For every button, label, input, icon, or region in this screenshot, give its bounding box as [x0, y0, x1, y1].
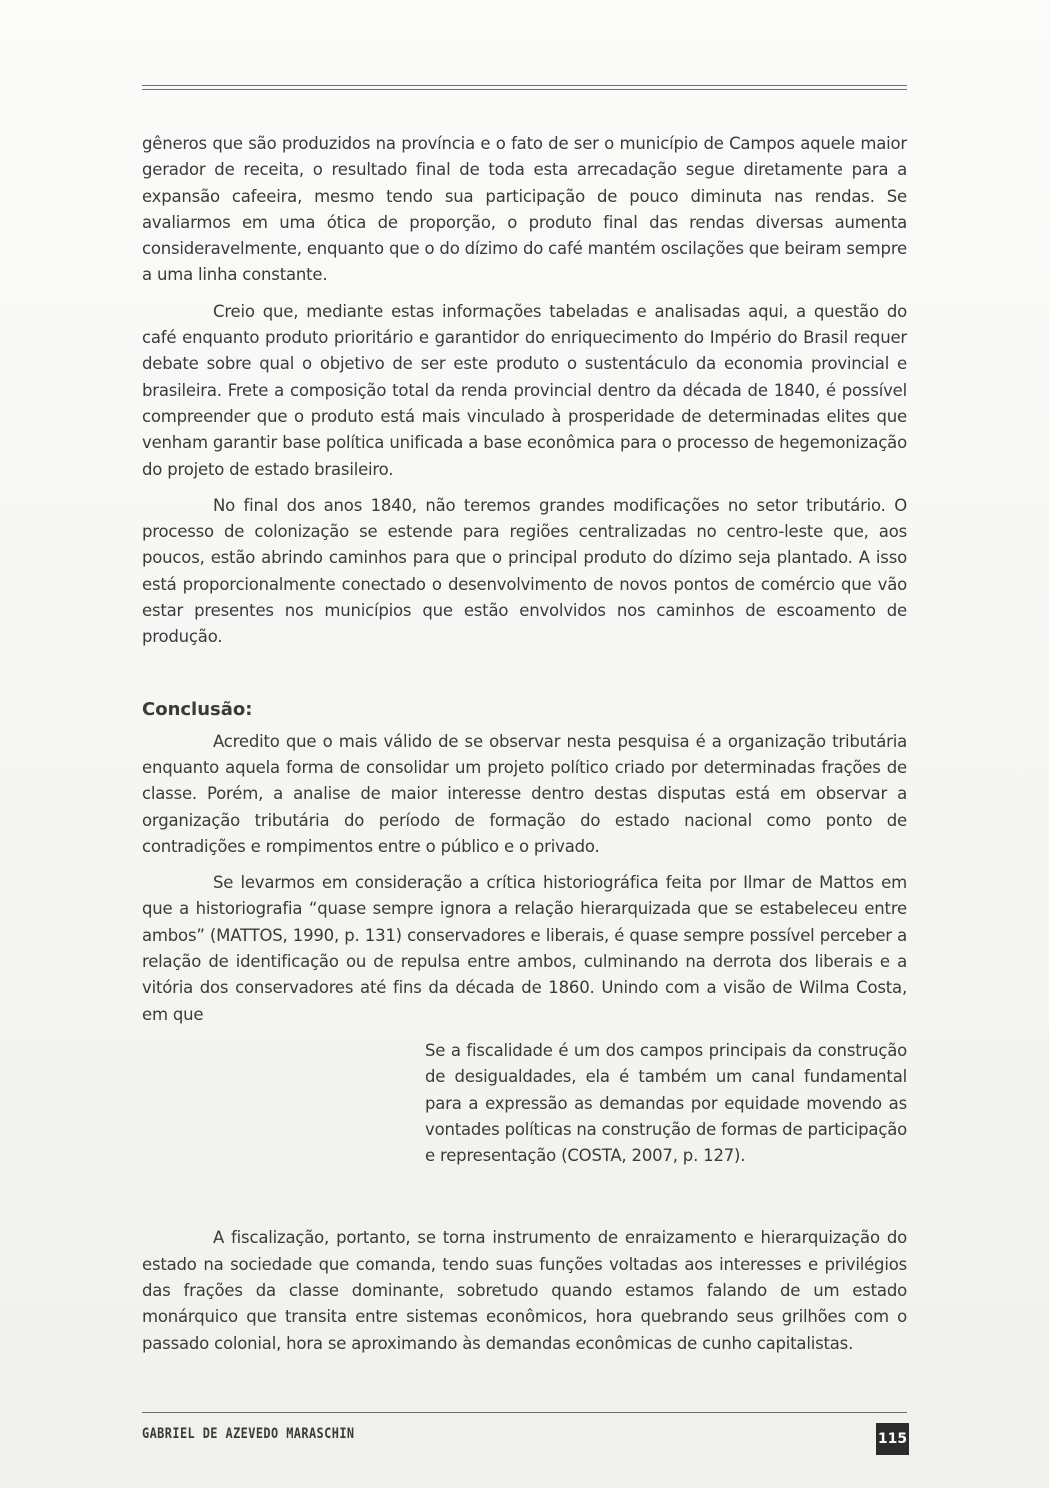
paragraph-coffee-priority: Creio que, mediante estas informações tabeladas e analisadas aqui, a questão do café enquanto produto prioritário e garantidor do enriquecimento do Império do Brasil requer debate sobre qual o objetivo de ser este produto o sustentáculo da economia provincial e brasileira. Frete a composição total da renda provincial dentro da década de 1840, é possível compreender que o produto está mais vinculado à prosperidade de determinadas elites que venham garantir base política unificada a base econômica para o processo de hegemonização do projeto de estado brasileiro. [142, 301, 907, 479]
block-quote-text: Se a fiscalidade é um dos campos principais da construção de desigualdades, ela é também um canal fundamental para a expressão as demandas por equidade movendo as vontades políticas na construção de formas de participação e representação (COSTA, 2007, p. 127). [425, 1040, 907, 1166]
footer-rule [142, 1412, 907, 1413]
block-quote [425, 1038, 907, 1169]
header-double-rule [142, 85, 907, 90]
paragraph-conclusion-2: Se levarmos em consideração a crítica historiográfica feita por Ilmar de Mattos em que a historiografia “quase sempre ignora a relação hierarquizada que se estabeleceu entre ambos” (MATTOS, 1990, p. 131) conservadores e liberais, é quase sempre possível perceber a relação de identificação ou de repulsa entre ambos, culminando na derrota dos liberais e a vitória dos conservadores até fins da década de 1860. Unindo com a visão de Wilma Costa, em que [142, 873, 907, 1024]
paragraph-conclusion-1: Acredito que o mais válido de se observar nesta pesquisa é a organização tributária enquanto aquela forma de consolidar um projeto político criado por determinadas frações de classe. Porém, a analise de maior interesse dentro destas disputas está em observar a organização tributária do período de formação do estado nacional como ponto de contradições e rompimentos entre o público e o privado. [142, 731, 907, 856]
body-text [142, 131, 907, 1367]
paragraph-late-1840s: No final dos anos 1840, não teremos grandes modificações no setor tributário. O processo de colonização se estende para regiões centralizadas no centro-leste que, aos poucos, estão abrindo caminhos para que o principal produto do dízimo seja plantado. A isso está proporcionalmente conectado o desenvolvimento de novos pontos de comércio que vão estar presentes nos municípios que estão envolvidos nos caminhos de escoamento de produção. [142, 495, 907, 647]
section-heading-conclusion: Conclusão: [142, 698, 253, 720]
paragraph-final: A fiscalização, portanto, se torna instrumento de enraizamento e hierarquização do estado na sociedade que comanda, tendo suas funções voltadas aos interesses e privilégios das frações da classe dominante, sobretudo quando estamos falando de um estado monárquico que transita entre sistemas econômicos, hora quebrando seus grilhões com o passado colonial, hora se aproximando às demandas econômicas de cunho capitalistas. [142, 1228, 907, 1353]
paragraph-continuation: gêneros que são produzidos na província e o fato de ser o município de Campos aquele maior gerador de receita, o resultado final de toda esta arrecadação segue diretamente para a expansão cafeeira, mesmo tendo sua participação de pouco diminuta nas rendas. Se avaliarmos em uma ótica de proporção, o produto final das rendas diversas aumenta consideravelmente, enquanto que o do dízimo do café mantém oscilações que beiram sempre a uma linha constante. [142, 134, 907, 285]
page-number-badge: 115 [876, 1423, 909, 1455]
footer-author-name: GABRIEL DE AZEVEDO MARASCHIN [142, 1426, 355, 1442]
